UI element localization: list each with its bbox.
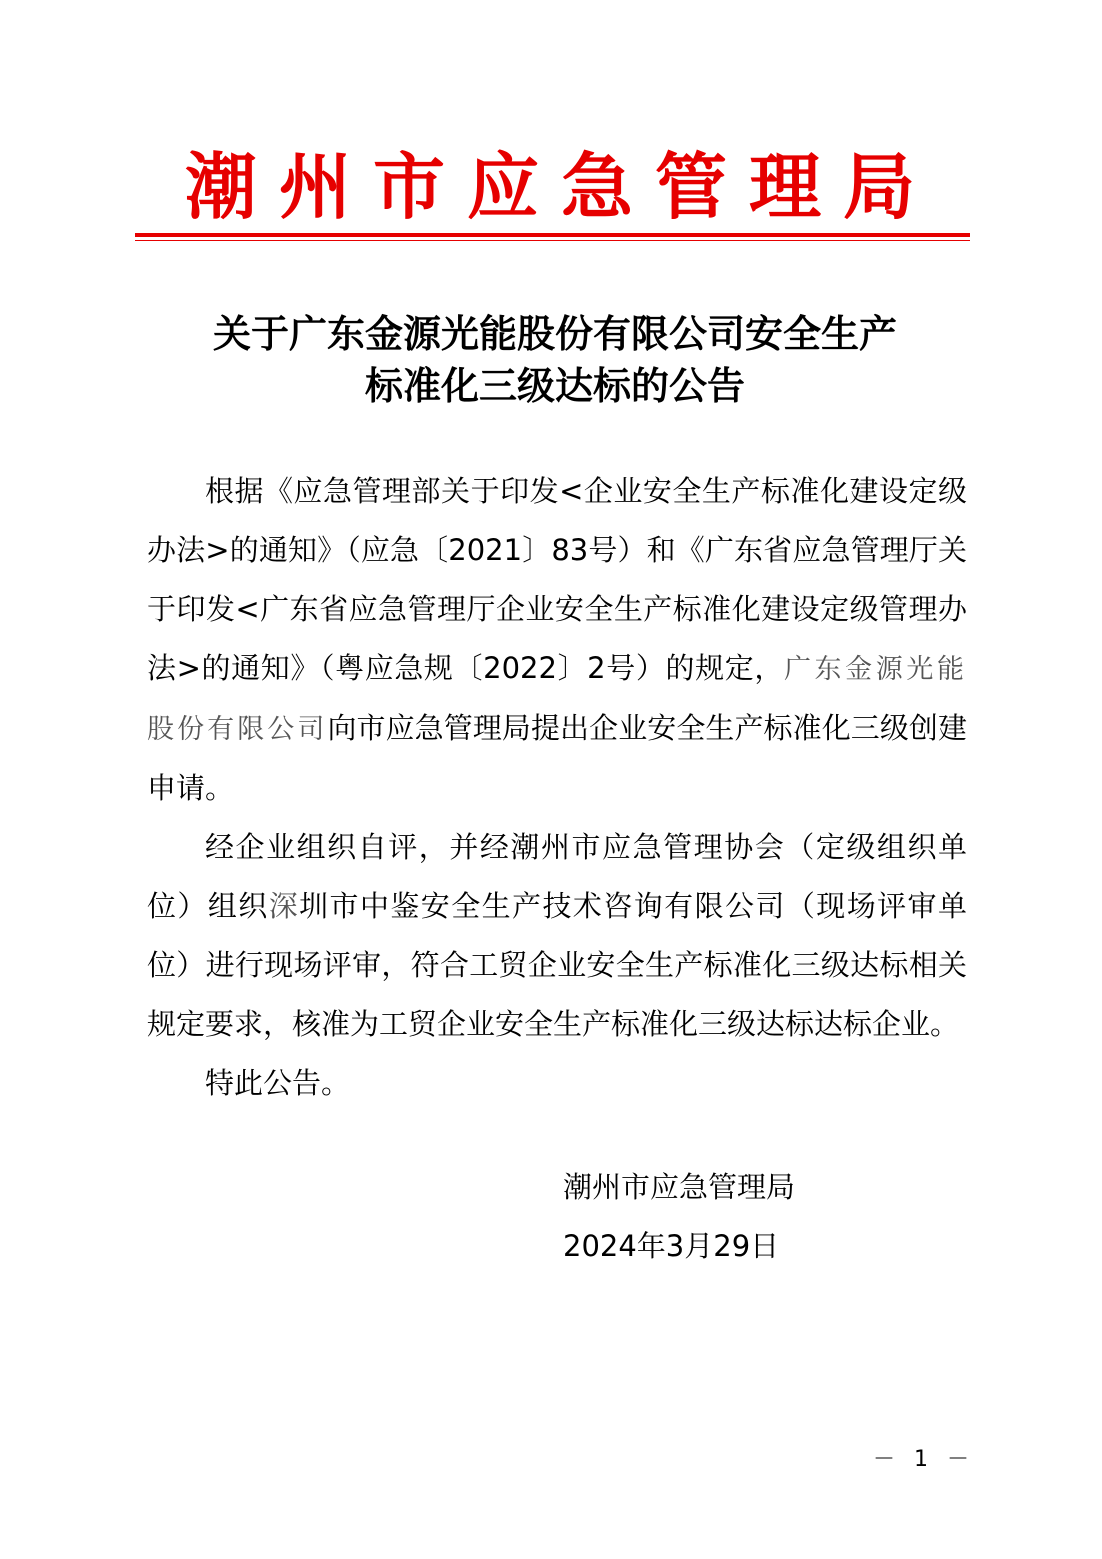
masthead-divider-thin bbox=[135, 240, 970, 241]
paragraph-1-text-after: 向市应急管理局提出企业安全生产标准化三级创建申请。 bbox=[147, 711, 967, 805]
body-paragraph-2 bbox=[147, 818, 967, 1054]
document-title-line2: 标准化三级达标的公告 bbox=[364, 363, 745, 408]
signature-issuer: 潮州市应急管理局 bbox=[563, 1170, 796, 1204]
paragraph-2-text-before: 经企业组织自评，并经潮州市应急管理协会（定级组织单位）组织 bbox=[147, 830, 967, 923]
paragraph-2-text-after: 圳市中鉴安全生产技术咨询有限公司（现场评审单位）进行现场评审，符合工贸企业安全生产标准化三级达标相关规定要求，核准为工贸企业安全生产标准化三级达标达标企业。 bbox=[147, 889, 967, 1041]
signature-date: 2024年3月29日 bbox=[563, 1229, 780, 1263]
document-title bbox=[100, 308, 1010, 412]
body-paragraph-1 bbox=[147, 462, 967, 818]
body-closing: 特此公告。 bbox=[205, 1066, 351, 1100]
paragraph-1-text-before: 根据《应急管理部关于印发<企业安全生产标准化建设定级办法>的通知》（应急〔2021〕83号）和《广东省应急管理厅关于印发<广东省应急管理厅企业安全生产标准化建设定级管理办法>的通知》（粤应急规〔2022〕2号）的规定， bbox=[147, 474, 967, 685]
page-number: － 1 － bbox=[873, 1447, 975, 1472]
masthead-divider-thick bbox=[135, 233, 970, 237]
company-name-inline: 广东金源光能股份有限公司 bbox=[147, 654, 968, 745]
agency-masthead: 潮州市应急管理局 bbox=[184, 144, 937, 229]
signature-block bbox=[563, 1158, 795, 1276]
document-body bbox=[147, 462, 967, 1113]
document-title-line1: 关于广东金源光能股份有限公司安全生产 bbox=[212, 311, 897, 356]
org-first-char: 深 bbox=[268, 889, 300, 923]
